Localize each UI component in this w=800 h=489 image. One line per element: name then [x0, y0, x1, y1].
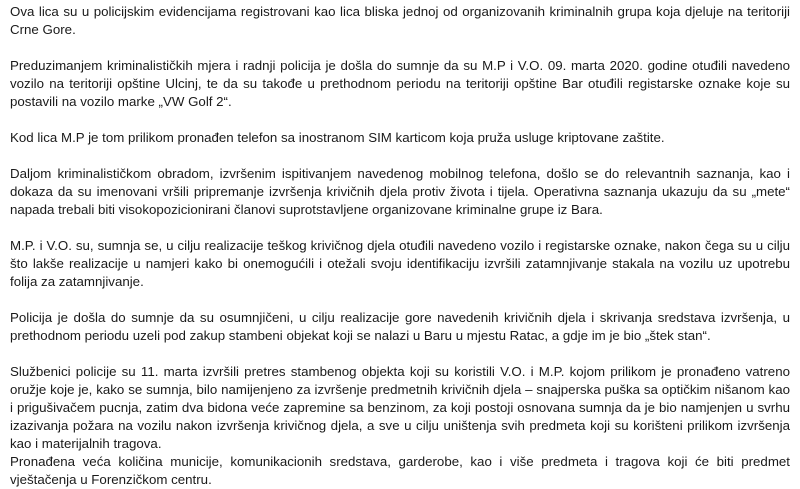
paragraph-2: Preduzimanjem kriminalističkih mjera i radnji policija je došla do sumnje da su M.P i V.O. 09. marta 2020. godine otuđili navedeno vozilo na teritoriji opštine Ulcinj, te da su takođe u prethodnom periodu na teritoriji opštine Bar otuđili registarske oznake koje su postavili na vozilo marke „VW Golf 2“.: [10, 58, 790, 109]
paragraph-1: Ova lica su u policijskim evidencijama registrovani kao lica bliska jednoj od organizovanih kriminalnih grupa koja djeluje na teritoriji Crne Gore.: [10, 4, 790, 37]
paragraph-5: M.P. i V.O. su, sumnja se, u cilju realizacije teškog krivičnog djela otuđili navedeno vozilo i registarske oznake, nakon čega su u cilju što lakše realizacije u namjeri kako bi onemogućili i otežali svoju identifikaciju izvršili zatamnjivanje stakala na vozilu uz upotrebu folija za zatamnjivanje.: [10, 238, 790, 289]
paragraph-6: Policija je došla do sumnje da su osumnjičeni, u cilju realizacije gore navedenih krivičnih djela i skrivanja sredstava izvršenja, u prethodnom periodu uzeli pod zakup stambeni objekat koji se nalazi u Baru u mjestu Ratac, a gdje im je bio „štek stan“.: [10, 310, 790, 343]
paragraph-3: Kod lica M.P je tom prilikom pronađen telefon sa inostranom SIM karticom koja pruža usluge kriptovane zaštite.: [10, 130, 665, 145]
paragraph-8: Pronađena veća količina municije, komunikacionih sredstava, garderobe, kao i više predmeta i tragova koji će biti predmet vještačenja u Forenzičkom centru.: [10, 454, 790, 487]
paragraph-7: Službenici policije su 11. marta izvršili pretres stambenog objekta koji su koristili V.O. i M.P. kojom prilikom je pronađeno vatreno oružje koje je, kako se sumnja, bilo namijenjeno za izvršenje predmetnih krivičnih djela – snajperska puška sa optičkim nišanom kao i prigušivačem pucnja, zatim dva bidona veće zapremine sa benzinom, za koji postoji osnovana sumnja da je bio namjenjen u svrhu izazivanja požara na vozilu nakon izvršenja krivičnog djela, a sve u cilju uništenja svih predmeta koji su korišteni prilikom izvršenja kao i materijalnih tragova.: [10, 364, 790, 451]
paragraph-4: Daljom kriminalističkom obradom, izvršenim ispitivanjem navedenog mobilnog telefona, došlo se do relevantnih saznanja, kao i dokaza da su imenovani vršili pripremanje izvršenja krivičnih djela protiv života i tijela. Operativna saznanja ukazuju da su „mete“ napada trebali biti visokopozicionirani članovi suprotstavljene organizovane kriminalne grupe iz Bara.: [10, 166, 790, 217]
